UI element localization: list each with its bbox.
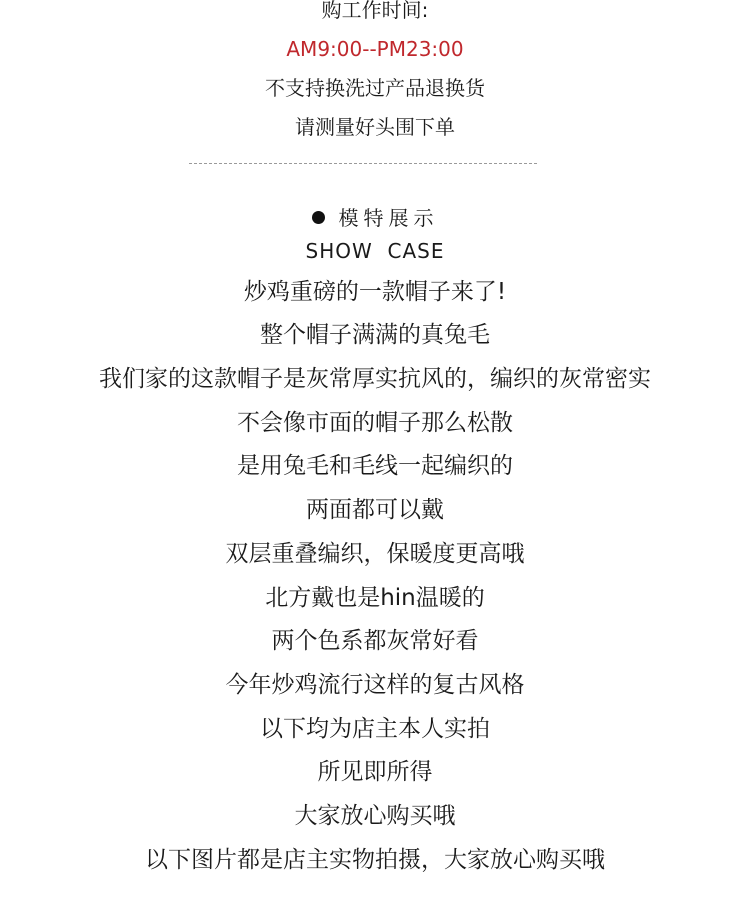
size-notice: 请测量好头围下单 xyxy=(295,115,455,139)
bullet-icon xyxy=(312,211,325,224)
description-line: 两面都可以戴 xyxy=(306,497,444,523)
description-line: 双层重叠编织，保暖度更高哦 xyxy=(225,541,525,567)
section-subtitle: SHOW CASE xyxy=(305,239,445,263)
description-line: 两个色系都灰常好看 xyxy=(271,628,479,654)
description-line: 今年炒鸡流行这样的复古风格 xyxy=(225,672,525,698)
description-line: 是用兔毛和毛线一起编织的 xyxy=(237,453,513,479)
description-line: 大家放心购买哦 xyxy=(294,803,456,829)
return-notice: 不支持换洗过产品退换货 xyxy=(265,76,485,100)
description-line: 我们家的这款帽子是灰常厚实抗风的，编织的灰常密实 xyxy=(99,366,651,392)
description-line: 北方戴也是hin温暖的 xyxy=(265,585,485,611)
dashed-divider xyxy=(189,163,537,164)
description-line: 炒鸡重磅的一款帽子来了! xyxy=(243,279,507,305)
description-line: 以下图片都是店主实物拍摄，大家放心购买哦 xyxy=(145,847,605,873)
description-line: 整个帽子满满的真兔毛 xyxy=(260,322,490,348)
hours-time: AM9:00--PM23:00 xyxy=(286,37,464,61)
section-title: 模特展示 xyxy=(338,206,439,230)
description-line: 以下均为店主本人实拍 xyxy=(260,716,490,742)
description-line: 不会像市面的帽子那么松散 xyxy=(237,410,513,436)
description-line: 所见即所得 xyxy=(317,759,433,785)
hours-label: 购工作时间: xyxy=(321,0,429,22)
section-heading xyxy=(0,208,750,228)
